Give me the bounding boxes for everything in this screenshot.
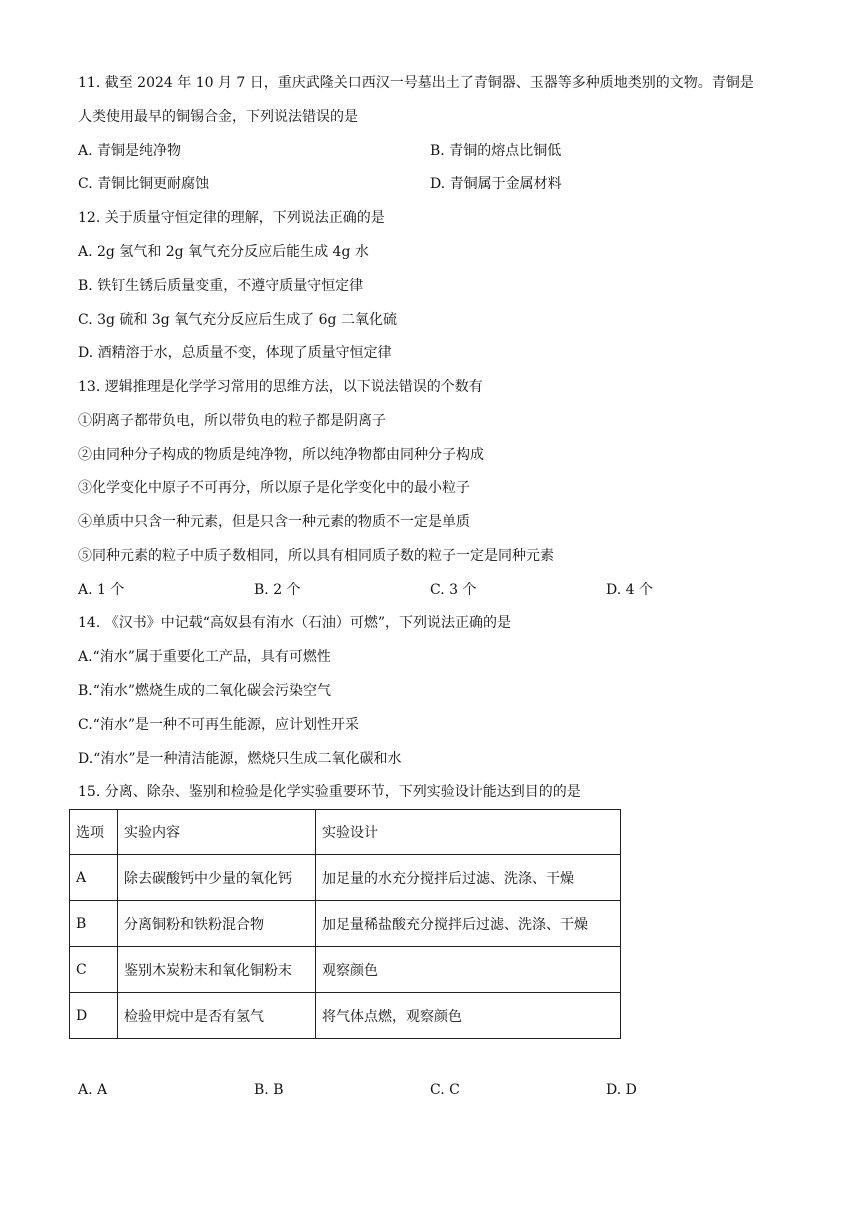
table-cell: D — [70, 993, 118, 1039]
q13-option-c: C. 3 个 — [430, 582, 477, 598]
q13-stem: 13. 逻辑推理是化学学习常用的思维方法，以下说法错误的个数有 — [78, 379, 483, 395]
table-cell: 加足量稀盐酸充分搅拌后过滤、洗涤、干燥 — [316, 901, 621, 947]
q11-option-c: C. 青铜比铜更耐腐蚀 — [78, 176, 210, 192]
q14-option-c: C.“洧水”是一种不可再生能源，应计划性开采 — [78, 717, 359, 733]
q14-option-d: D.“洧水”是一种清洁能源，燃烧只生成二氧化碳和水 — [78, 751, 402, 767]
q14-stem: 14. 《汉书》中记载“高奴县有洧水（石油）可燃”，下列说法正确的是 — [78, 615, 512, 631]
table-header-cell: 实验设计 — [316, 810, 621, 855]
q11-option-d: D. 青铜属于金属材料 — [430, 176, 562, 192]
q12-option-d: D. 酒精溶于水，总质量不变，体现了质量守恒定律 — [78, 345, 392, 361]
q15-option-d: D. D — [606, 1082, 637, 1098]
q14-option-b: B.“洧水”燃烧生成的二氧化碳会污染空气 — [78, 683, 332, 699]
table-header-cell: 选项 — [70, 810, 118, 855]
table-cell: C — [70, 947, 118, 993]
q15-option-b: B. B — [254, 1082, 284, 1098]
table-header-cell: 实验内容 — [118, 810, 316, 855]
table-cell: 鉴别木炭粉末和氧化铜粉末 — [118, 947, 316, 993]
q13-statement-3: ③化学变化中原子不可再分，所以原子是化学变化中的最小粒子 — [78, 480, 470, 496]
table-row — [70, 855, 621, 901]
q12-option-a: A. 2g 氢气和 2g 氧气充分反应后能生成 4g 水 — [78, 244, 369, 260]
q13-statement-1: ①阴离子都带负电，所以带负电的粒子都是阴离子 — [78, 413, 386, 429]
q13-option-b: B. 2 个 — [254, 582, 301, 598]
q15-experiment-table — [69, 809, 621, 1039]
table-row — [70, 993, 621, 1039]
q13-statement-5: ⑤同种元素的粒子中质子数相同，所以具有相同质子数的粒子一定是同种元素 — [78, 548, 554, 564]
q15-option-c: C. C — [430, 1082, 460, 1098]
q13-option-d: D. 4 个 — [606, 582, 653, 598]
table-row — [70, 901, 621, 947]
q13-statement-4: ④单质中只含一种元素，但是只含一种元素的物质不一定是单质 — [78, 514, 470, 530]
q15-stem: 15. 分离、除杂、鉴别和检验是化学实验重要环节，下列实验设计能达到目的的是 — [78, 784, 581, 800]
q11-stem-line1: 11. 截至 2024 年 10 月 7 日，重庆武隆关口西汉一号墓出土了青铜器、玉器等多种质地类别的文物。青铜是 — [78, 75, 754, 91]
q14-option-a: A.“洧水”属于重要化工产品，具有可燃性 — [78, 649, 331, 665]
table-cell: 将气体点燃，观察颜色 — [316, 993, 621, 1039]
q13-statement-2: ②由同种分子构成的物质是纯净物，所以纯净物都由同种分子构成 — [78, 447, 484, 463]
table-cell: 观察颜色 — [316, 947, 621, 993]
q13-option-a: A. 1 个 — [78, 582, 125, 598]
table-cell: 分离铜粉和铁粉混合物 — [118, 901, 316, 947]
table-header-row — [70, 810, 621, 855]
q11-stem-line2: 人类使用最早的铜锡合金，下列说法错误的是 — [78, 109, 358, 125]
q15-option-a: A. A — [78, 1082, 108, 1098]
q12-option-c: C. 3g 硫和 3g 氧气充分反应后生成了 6g 二氧化硫 — [78, 312, 397, 328]
table-cell: 除去碳酸钙中少量的氧化钙 — [118, 855, 316, 901]
table-row — [70, 947, 621, 993]
table-cell: A — [70, 855, 118, 901]
q11-option-b: B. 青铜的熔点比铜低 — [430, 143, 562, 159]
q12-option-b: B. 铁钉生锈后质量变重，不遵守质量守恒定律 — [78, 278, 364, 294]
table-cell: 加足量的水充分搅拌后过滤、洗涤、干燥 — [316, 855, 621, 901]
q11-option-a: A. 青铜是纯净物 — [78, 143, 182, 159]
q12-stem: 12. 关于质量守恒定律的理解，下列说法正确的是 — [78, 210, 385, 226]
table-cell: B — [70, 901, 118, 947]
table-cell: 检验甲烷中是否有氢气 — [118, 993, 316, 1039]
